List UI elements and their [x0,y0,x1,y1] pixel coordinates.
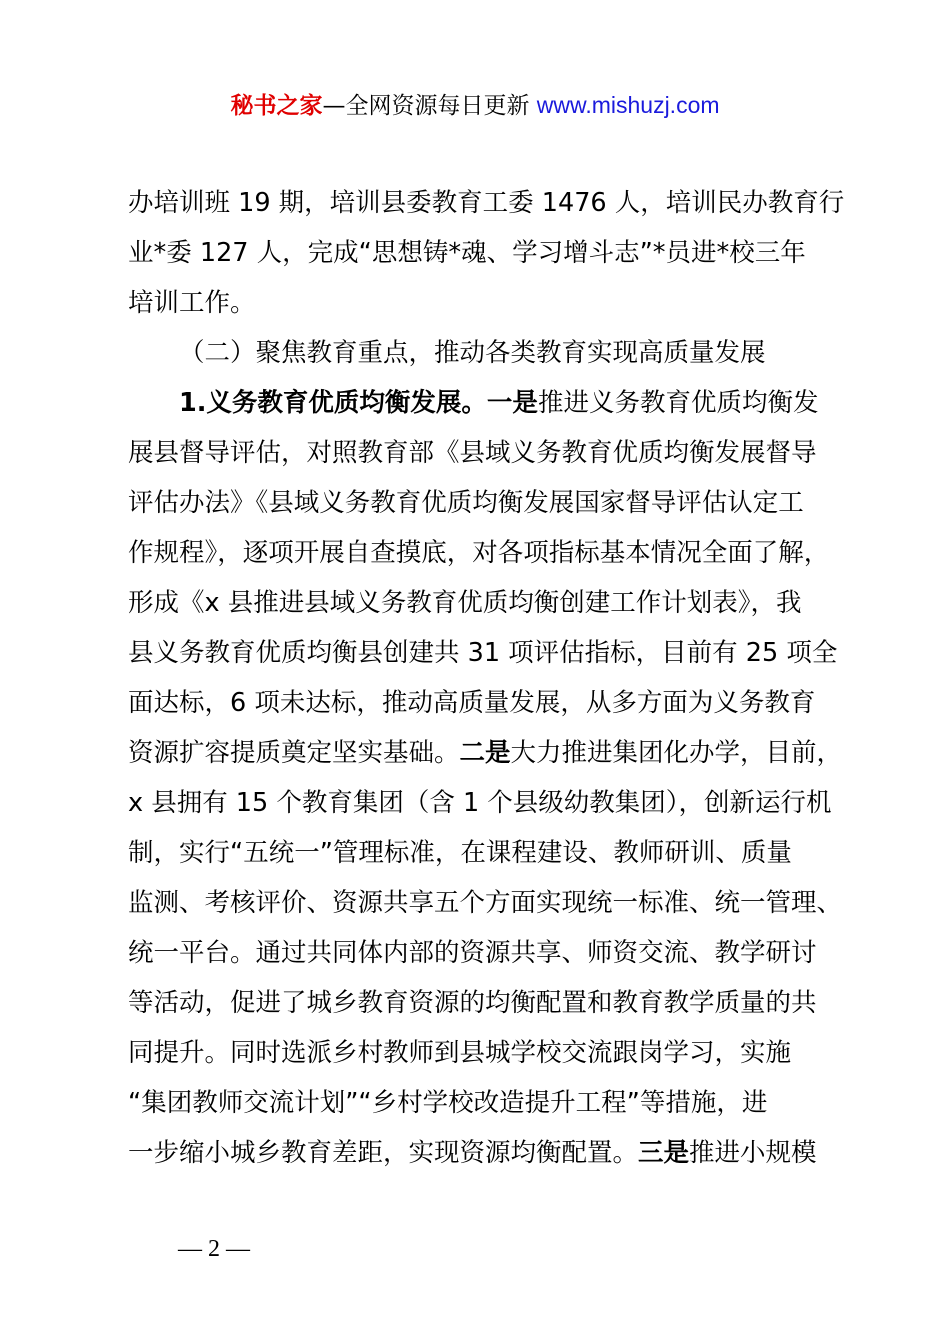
paragraph-text: 推进义务教育优质均衡发 [537,388,819,418]
site-url[interactable]: www.mishuzj.com [536,92,720,118]
paragraph-line: 展县督导评估，对照教育部《县域义务教育优质均衡发展督导 [128,438,817,468]
paragraph-line [128,1128,848,1178]
paragraph-text: 大力推进集团化办学，目前， [510,738,843,768]
paragraph-line: 业*委 127 人，完成“思想铸*魂、学习增斗志”*员进*校三年 [128,238,806,268]
paragraph-line: 监测、考核评价、资源共享五个方面实现统一标准、统一管理、 [128,888,843,918]
paragraph-line: 同提升。同时选派乡村教师到县城学校交流跟岗学习，实施 [128,1038,792,1068]
paragraph-line: 统一平台。通过共同体内部的资源共享、师资交流、教学研讨 [128,938,817,968]
paragraph-line: 办培训班 19 期，培训县委教育工委 1476 人，培训民办教育行 [128,188,845,218]
paragraph-line: 面达标，6 项未达标，推动高质量发展，从多方面为义务教育 [128,688,816,718]
emphasis: 二是 [459,738,511,768]
paragraph-line: 等活动，促进了城乡教育资源的均衡配置和教育教学质量的共 [128,988,817,1018]
paragraph-text: 推进小规模 [689,1138,817,1168]
paragraph-line [128,728,848,778]
subsection-title: 1.义务教育优质均衡发展。一是 [179,388,538,418]
page-number: — 2 — [178,1236,250,1262]
paragraph-line: 作规程》，逐项开展自查摸底，对各项指标基本情况全面了解， [128,538,830,568]
document-body [128,178,848,1178]
header-tagline: —全网资源每日更新 [322,93,537,119]
brand-name: 秘书之家 [230,93,323,119]
paragraph-line: 培训工作。 [128,288,256,318]
section-heading: （二）聚焦教育重点，推动各类教育实现高质量发展 [179,338,766,368]
paragraph-line [128,378,848,428]
paragraph-line: 制，实行“五统一”管理标准，在课程建设、教师研训、质量 [128,838,792,868]
paragraph-line: “集团教师交流计划”“乡村学校改造提升工程”等措施，进 [128,1088,768,1118]
paragraph-line: 县义务教育优质均衡县创建共 31 项评估指标，目前有 25 项全 [128,638,838,668]
paragraph-line: x 县拥有 15 个教育集团（含 1 个县级幼教集团），创新运行机 [128,788,832,818]
paragraph-text: 一步缩小城乡教育差距，实现资源均衡配置。 [128,1138,639,1168]
emphasis: 三是 [638,1138,690,1168]
site-header [0,88,950,123]
paragraph-text: 资源扩容提质奠定坚实基础。 [128,738,460,768]
paragraph-line: 评估办法》《县域义务教育优质均衡发展国家督导评估认定工 [128,488,804,518]
paragraph-line: 形成《x 县推进县域义务教育优质均衡创建工作计划表》，我 [128,588,802,618]
